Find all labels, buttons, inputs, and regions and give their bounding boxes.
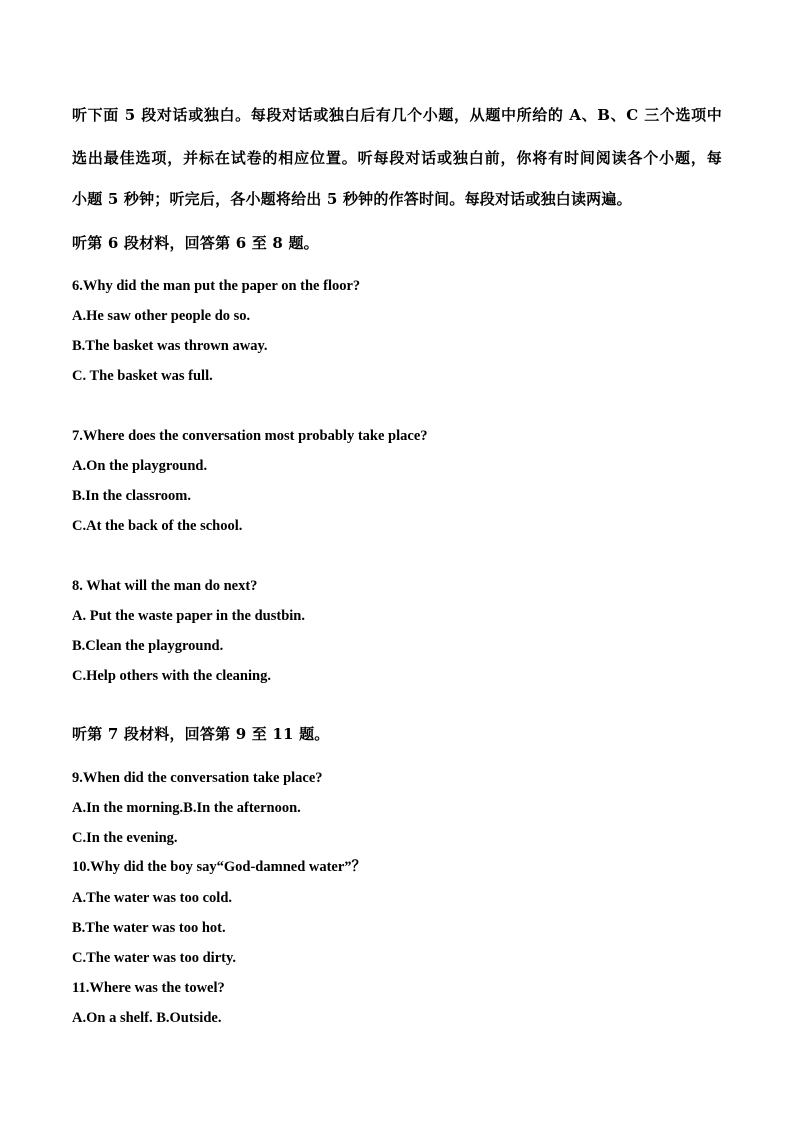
option-6-c: C. The basket was full.	[72, 368, 213, 384]
option-8-c: C.Help others with the cleaning.	[72, 668, 271, 684]
question-stem-9: 9.When did the conversation take place?	[72, 770, 323, 786]
question-stem-11: 11.Where was the towel?	[72, 980, 225, 996]
option-10-b: B.The water was too hot.	[72, 920, 226, 936]
option-9-a-b: A.In the morning.B.In the afternoon.	[72, 800, 301, 816]
option-7-c: C.At the back of the school.	[72, 518, 243, 534]
instructions-line-3: 小题 5 秒钟；听完后，各小题将给出 5 秒钟的作答时间。每段对话或独白读两遍。	[72, 190, 632, 208]
instructions-line-1: 听下面 5 段对话或独白。每段对话或独白后有几个小题，从题中所给的 A、B、C 三个选项中	[72, 106, 722, 124]
option-6-b: B.The basket was thrown away.	[72, 338, 268, 354]
instructions-line-2: 选出最佳选项，并标在试卷的相应位置。听每段对话或独白前，你将有时间阅读各个小题，每	[72, 149, 722, 167]
option-7-a: A.On the playground.	[72, 458, 208, 474]
section-heading-9-11: 听第 7 段材料，回答第 9 至 11 题。	[72, 725, 330, 743]
option-7-b: B.In the classroom.	[72, 488, 191, 504]
section-heading-6-8: 听第 6 段材料，回答第 6 至 8 题。	[72, 234, 319, 252]
option-6-a: A.He saw other people do so.	[72, 308, 251, 324]
question-stem-8: 8. What will the man do next?	[72, 578, 258, 594]
option-9-c: C.In the evening.	[72, 830, 178, 846]
option-8-a: A. Put the waste paper in the dustbin.	[72, 608, 305, 624]
question-stem-6: 6.Why did the man put the paper on the floor?	[72, 278, 361, 294]
option-10-c: C.The water was too dirty.	[72, 950, 237, 966]
option-8-b: B.Clean the playground.	[72, 638, 224, 654]
option-11-a-b: A.On a shelf. B.Outside.	[72, 1010, 222, 1026]
question-stem-7: 7.Where does the conversation most probably take place?	[72, 428, 428, 444]
question-stem-10: 10.Why did the boy say“God-damned water”？	[72, 859, 367, 875]
option-10-a: A.The water was too cold.	[72, 890, 233, 906]
